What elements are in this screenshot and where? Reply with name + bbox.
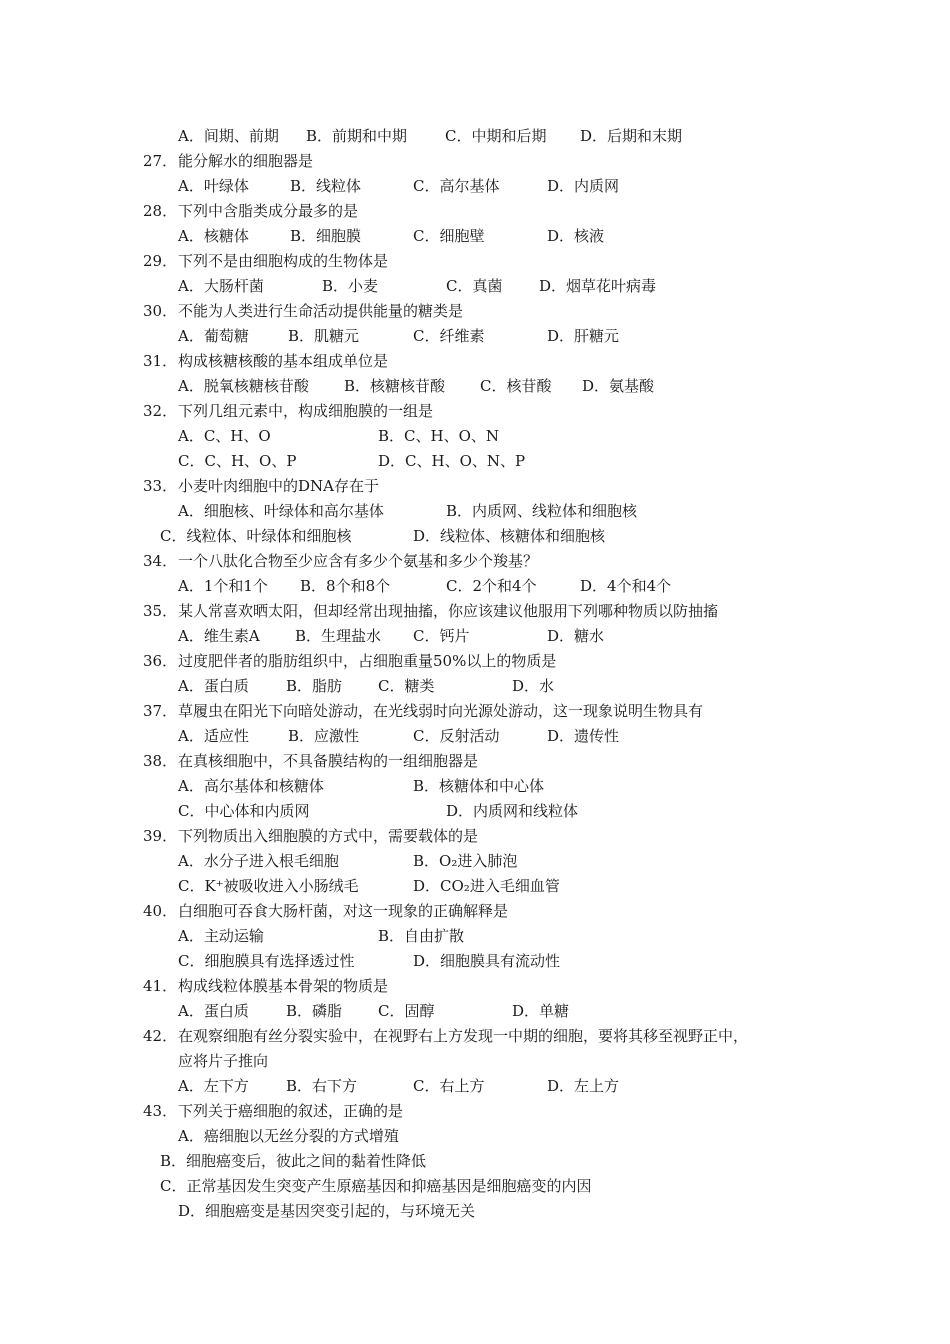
answer-option: A．蛋白质 <box>178 1002 249 1020</box>
answer-option: D．烟草花叶病毒 <box>539 277 657 295</box>
answer-option: B．小麦 <box>322 277 379 295</box>
question-number: 28． <box>143 202 178 220</box>
answer-option: B．生理盐水 <box>295 627 382 645</box>
question-text: 在真核细胞中，不具备膜结构的一组细胞器是 <box>178 752 479 770</box>
question-number: 36． <box>143 652 178 670</box>
answer-option: C．核苷酸 <box>480 377 552 395</box>
answer-option: D．后期和末期 <box>580 127 683 145</box>
answer-option: C．2个和4个 <box>446 577 537 595</box>
answer-option: B．线粒体 <box>290 177 362 195</box>
answer-option: A．高尔基体和核糖体 <box>178 777 324 795</box>
answer-option: D．CO₂进入毛细血管 <box>413 877 560 895</box>
answer-option: D．内质网和线粒体 <box>446 802 579 820</box>
question-text: 构成线粒体膜基本骨架的物质是 <box>178 977 389 995</box>
answer-option: A．主动运输 <box>178 927 264 945</box>
question-number: 42． <box>143 1027 178 1045</box>
answer-option: C．线粒体、叶绿体和细胞核 <box>160 527 352 545</box>
answer-option: C．高尔基体 <box>413 177 500 195</box>
answer-option: A．C、H、O <box>178 427 271 445</box>
question-number: 32． <box>143 402 178 420</box>
answer-option: C．中期和后期 <box>445 127 547 145</box>
answer-option: C．固醇 <box>378 1002 435 1020</box>
answer-option: D．遗传性 <box>547 727 620 745</box>
answer-option: A．脱氧核糖核苷酸 <box>178 377 309 395</box>
answer-option: B．8个和8个 <box>300 577 391 595</box>
answer-option: C．C、H、O、P <box>178 452 297 470</box>
answer-option: C．中心体和内质网 <box>178 802 310 820</box>
answer-option: D．细胞癌变是基因突变引起的，与环境无关 <box>178 1202 476 1220</box>
question-text: 某人常喜欢晒太阳，但却经常出现抽搐，你应该建议他服用下列哪种物质以防抽搐 <box>178 602 719 620</box>
answer-option: B．前期和中期 <box>306 127 408 145</box>
answer-option: D．核液 <box>547 227 605 245</box>
answer-option: A．维生素A <box>178 627 260 645</box>
answer-option: D．C、H、O、N、P <box>378 452 526 470</box>
answer-option: B．自由扩散 <box>378 927 465 945</box>
answer-option: A．叶绿体 <box>178 177 249 195</box>
answer-option: D．单糖 <box>512 1002 570 1020</box>
question-number: 33． <box>143 477 178 495</box>
answer-option: A．核糖体 <box>178 227 249 245</box>
answer-option: D．内质网 <box>547 177 620 195</box>
question-number: 39． <box>143 827 178 845</box>
answer-option: A．水分子进入根毛细胞 <box>178 852 339 870</box>
question-text: 能分解水的细胞器是 <box>178 152 314 170</box>
answer-option: A．1个和1个 <box>178 577 268 595</box>
question-text: 过度肥伴者的脂肪组织中，占细胞重量50%以上的物质是 <box>178 652 557 670</box>
answer-option: D．4个和4个 <box>580 577 672 595</box>
answer-option: C．右上方 <box>413 1077 485 1095</box>
question-number: 37． <box>143 702 178 720</box>
question-number: 43． <box>143 1102 178 1120</box>
question-number: 35． <box>143 602 178 620</box>
answer-option: A．大肠杆菌 <box>178 277 264 295</box>
answer-option: C．正常基因发生突变产生原癌基因和抑癌基因是细胞癌变的内因 <box>160 1177 592 1195</box>
answer-option: B．磷脂 <box>286 1002 343 1020</box>
answer-option: D．线粒体、核糖体和细胞核 <box>413 527 606 545</box>
answer-option: B．应激性 <box>288 727 360 745</box>
question-number: 41． <box>143 977 178 995</box>
answer-option: D．氨基酸 <box>582 377 655 395</box>
question-text: 白细胞可吞食大肠杆菌，对这一现象的正确解释是 <box>178 902 509 920</box>
answer-option: 应将片子推向 <box>178 1052 269 1070</box>
answer-option: A．适应性 <box>178 727 249 745</box>
answer-option: D．左上方 <box>547 1077 620 1095</box>
answer-option: B．细胞膜 <box>290 227 362 245</box>
answer-option: A．细胞核、叶绿体和高尔基体 <box>178 502 384 520</box>
answer-option: A．左下方 <box>178 1077 249 1095</box>
question-number: 30． <box>143 302 178 320</box>
question-number: 29． <box>143 252 178 270</box>
answer-option: B．O₂进入肺泡 <box>413 852 518 870</box>
answer-option: A．葡萄糖 <box>178 327 249 345</box>
question-text: 小麦叶肉细胞中的DNA存在于 <box>178 477 379 495</box>
answer-option: C．细胞壁 <box>413 227 485 245</box>
answer-option: B．核糖核苷酸 <box>344 377 446 395</box>
question-text: 下列几组元素中，构成细胞膜的一组是 <box>178 402 434 420</box>
question-text: 在观察细胞有丝分裂实验中，在视野右上方发现一中期的细胞，要将其移至视野正中， <box>178 1027 749 1045</box>
answer-option: A．间期、前期 <box>178 127 279 145</box>
question-number: 40． <box>143 902 178 920</box>
question-number: 34． <box>143 552 178 570</box>
answer-option: C．真菌 <box>446 277 503 295</box>
question-number: 27． <box>143 152 178 170</box>
answer-option: C．反射活动 <box>413 727 500 745</box>
answer-option: C．K⁺被吸收进入小肠绒毛 <box>178 877 359 895</box>
answer-option: B．核糖体和中心体 <box>413 777 545 795</box>
answer-option: B．肌糖元 <box>288 327 360 345</box>
answer-option: A．蛋白质 <box>178 677 249 695</box>
question-text: 一个八肽化合物至少应含有多少个氨基和多少个羧基？ <box>178 552 539 570</box>
question-text: 下列关于癌细胞的叙述，正确的是 <box>178 1102 404 1120</box>
answer-option: B．右下方 <box>286 1077 358 1095</box>
question-text: 下列不是由细胞构成的生物体是 <box>178 252 389 270</box>
question-text: 草履虫在阳光下向暗处游动，在光线弱时向光源处游动，这一现象说明生物具有 <box>178 702 704 720</box>
question-number: 31． <box>143 352 178 370</box>
answer-option: B．内质网、线粒体和细胞核 <box>446 502 638 520</box>
answer-option: B．脂肪 <box>286 677 343 695</box>
answer-option: A．癌细胞以无丝分裂的方式增殖 <box>178 1127 399 1145</box>
answer-option: B．细胞癌变后，彼此之间的黏着性降低 <box>160 1152 427 1170</box>
question-text: 下列物质出入细胞膜的方式中，需要载体的是 <box>178 827 479 845</box>
answer-option: D．细胞膜具有流动性 <box>413 952 561 970</box>
answer-option: C．细胞膜具有选择透过性 <box>178 952 355 970</box>
answer-option: C．糖类 <box>378 677 435 695</box>
answer-option: D．糖水 <box>547 627 605 645</box>
answer-option: D．水 <box>512 677 555 695</box>
question-text: 下列中含脂类成分最多的是 <box>178 202 359 220</box>
answer-option: C．钙片 <box>413 627 470 645</box>
answer-option: C．纤维素 <box>413 327 485 345</box>
answer-option: B．C、H、O、N <box>378 427 500 445</box>
question-text: 构成核糖核酸的基本组成单位是 <box>178 352 389 370</box>
question-text: 不能为人类进行生命活动提供能量的糖类是 <box>178 302 464 320</box>
question-number: 38． <box>143 752 178 770</box>
answer-option: D．肝糖元 <box>547 327 620 345</box>
